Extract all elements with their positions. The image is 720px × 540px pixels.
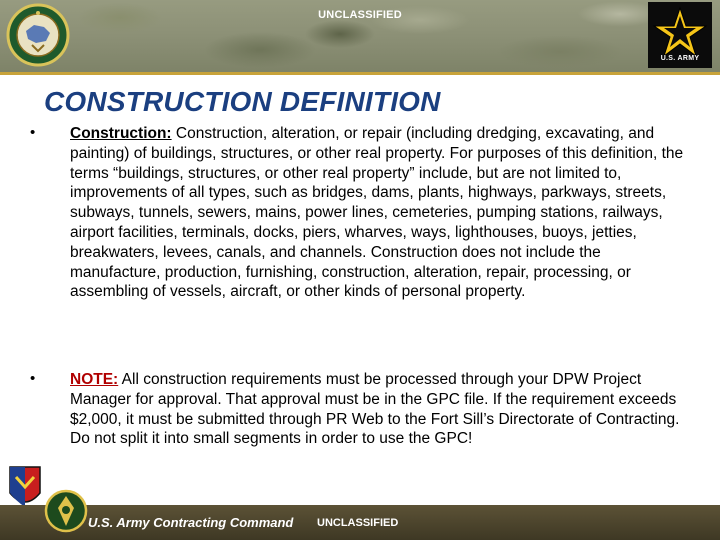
- bullet-marker: •: [30, 124, 36, 141]
- note-body: All construction requirements must be processed through your DPW Project Manager for approval. That approval must be in the GPC file. If the requirement exceeds $2,000, it must be submitted through PR Web to the Fort Sill’s Directorate of Contracting. Do not split it into small segments in order to use the GPC!: [70, 371, 680, 448]
- shoulder-patch-icon: [8, 463, 42, 511]
- bullet-marker: •: [30, 370, 36, 387]
- slide-title: CONSTRUCTION DEFINITION: [44, 86, 441, 117]
- footer-bar: [0, 505, 720, 540]
- footer-organization: U.S. Army Contracting Command: [88, 515, 294, 530]
- army-logo: [648, 2, 712, 68]
- bullet-text: [70, 124, 690, 302]
- bullet-construction: [30, 124, 690, 302]
- header-banner: [0, 0, 720, 72]
- bullet-body: Construction, alteration, or repair (including dredging, excavating, and painting) of buildings, structures, or other real property. For purposes of this definition, the terms “buildings, structures, or other real property” include, but are not limited to, improvements of all types, such as bridges, dams, plants, highways, parkways, streets, subways, tunnels, sewers, mains, power lines, cemeteries, pumping stations, railways, airport facilities, terminals, docks, piers, wharves, ways, lighthouses, buoys, jetties, breakwaters, levees, canals, and channels. Construction does not include the manufacture, production, furnishing, construction, alteration, repair, processing, or assembling of vessels, aircraft, or other kinds of personal property.: [70, 125, 684, 301]
- bullet-text: [70, 370, 690, 449]
- contracting-command-emblem-icon: [44, 486, 88, 536]
- bullet-note: [30, 370, 690, 449]
- army-logo-text: U.S. ARMY: [660, 55, 700, 62]
- bullet-term: Construction:: [70, 125, 172, 142]
- footer-classification: UNCLASSIFIED: [317, 517, 399, 529]
- header-classification: UNCLASSIFIED: [318, 9, 402, 21]
- note-term: NOTE:: [70, 371, 119, 388]
- mission-support-seal-icon: [6, 3, 70, 67]
- header-divider: [0, 72, 720, 75]
